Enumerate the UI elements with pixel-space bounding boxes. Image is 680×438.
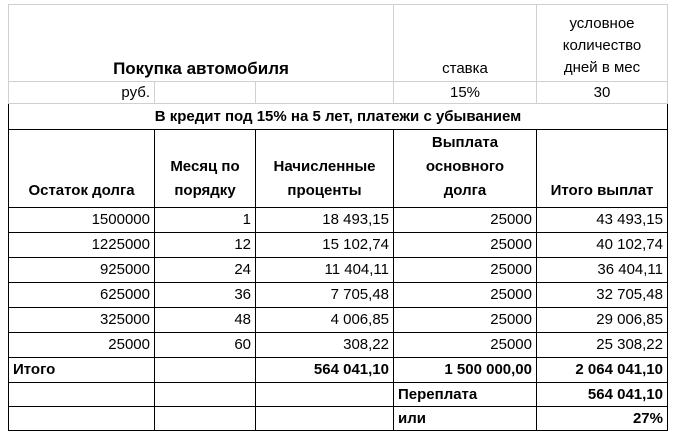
data-rows	[9, 208, 668, 358]
overpay-row	[9, 383, 668, 407]
header-text: Месяц по	[170, 158, 240, 175]
days-label	[537, 5, 668, 82]
params-row	[9, 82, 668, 104]
principal-cell: 25000	[394, 283, 537, 308]
sheet-title: Покупка автомобиля	[9, 5, 394, 82]
col-interest-header	[256, 130, 394, 208]
interest-cell: 4 006,85	[256, 308, 394, 333]
total-cell: 40 102,74	[537, 233, 668, 258]
totals-total: 2 064 041,10	[537, 358, 668, 383]
balance-cell: 1500000	[9, 208, 155, 233]
table-row	[9, 208, 668, 233]
header-text: долга	[443, 182, 487, 199]
empty-cell	[155, 407, 256, 431]
spreadsheet	[8, 4, 667, 431]
total-cell: 25 308,22	[537, 333, 668, 358]
balance-cell: 925000	[9, 258, 155, 283]
days-label-line: количество	[562, 37, 642, 54]
header-text: Остаток долга	[28, 182, 135, 199]
principal-cell: 25000	[394, 333, 537, 358]
currency-cell: руб.	[9, 82, 155, 104]
table-row	[9, 283, 668, 308]
header-text: Начисленные	[273, 158, 376, 175]
col-total-header	[537, 130, 668, 208]
overpay-label: Переплата	[394, 383, 537, 407]
subtitle: В кредит под 15% на 5 лет, платежи с убыванием	[9, 104, 668, 130]
table-row	[9, 308, 668, 333]
column-headers	[9, 130, 668, 208]
month-cell: 1	[155, 208, 256, 233]
title-row	[9, 5, 668, 82]
totals-interest: 564 041,10	[256, 358, 394, 383]
empty-cell	[9, 383, 155, 407]
balance-cell: 325000	[9, 308, 155, 333]
empty-cell	[155, 383, 256, 407]
col-month-header	[155, 130, 256, 208]
balance-cell: 1225000	[9, 233, 155, 258]
subtitle-row	[9, 104, 668, 130]
empty-cell	[155, 82, 256, 104]
empty-cell	[256, 383, 394, 407]
totals-row	[9, 358, 668, 383]
month-cell: 48	[155, 308, 256, 333]
table-row	[9, 333, 668, 358]
days-value: 30	[537, 82, 668, 104]
interest-cell: 308,22	[256, 333, 394, 358]
totals-principal: 1 500 000,00	[394, 358, 537, 383]
month-cell: 24	[155, 258, 256, 283]
col-principal-header	[394, 130, 537, 208]
month-cell: 36	[155, 283, 256, 308]
loan-table	[8, 4, 668, 431]
principal-cell: 25000	[394, 233, 537, 258]
rate-label: ставка	[394, 5, 537, 82]
days-label-line: условное	[569, 15, 635, 32]
total-cell: 29 006,85	[537, 308, 668, 333]
total-cell: 43 493,15	[537, 208, 668, 233]
principal-cell: 25000	[394, 308, 537, 333]
empty-cell	[155, 358, 256, 383]
header-text: основного	[425, 158, 505, 175]
month-cell: 12	[155, 233, 256, 258]
ratio-row	[9, 407, 668, 431]
header-text: Итого выплат	[550, 182, 654, 199]
ratio-value: 27%	[537, 407, 668, 431]
interest-cell: 15 102,74	[256, 233, 394, 258]
interest-cell: 7 705,48	[256, 283, 394, 308]
total-cell: 36 404,11	[537, 258, 668, 283]
overpay-value: 564 041,10	[537, 383, 668, 407]
balance-cell: 625000	[9, 283, 155, 308]
totals-label: Итого	[9, 358, 155, 383]
header-text: проценты	[287, 182, 362, 199]
principal-cell: 25000	[394, 208, 537, 233]
interest-cell: 11 404,11	[256, 258, 394, 283]
interest-cell: 18 493,15	[256, 208, 394, 233]
days-label-line: дней в мес	[563, 59, 641, 76]
total-cell: 32 705,48	[537, 283, 668, 308]
empty-cell	[256, 82, 394, 104]
rate-value: 15%	[394, 82, 537, 104]
month-cell: 60	[155, 333, 256, 358]
balance-cell: 25000	[9, 333, 155, 358]
col-balance-header	[9, 130, 155, 208]
table-row	[9, 258, 668, 283]
header-text: порядку	[174, 182, 236, 199]
header-text: Выплата	[431, 134, 499, 151]
empty-cell	[256, 407, 394, 431]
table-row	[9, 233, 668, 258]
empty-cell	[9, 407, 155, 431]
principal-cell: 25000	[394, 258, 537, 283]
ratio-label: или	[394, 407, 537, 431]
